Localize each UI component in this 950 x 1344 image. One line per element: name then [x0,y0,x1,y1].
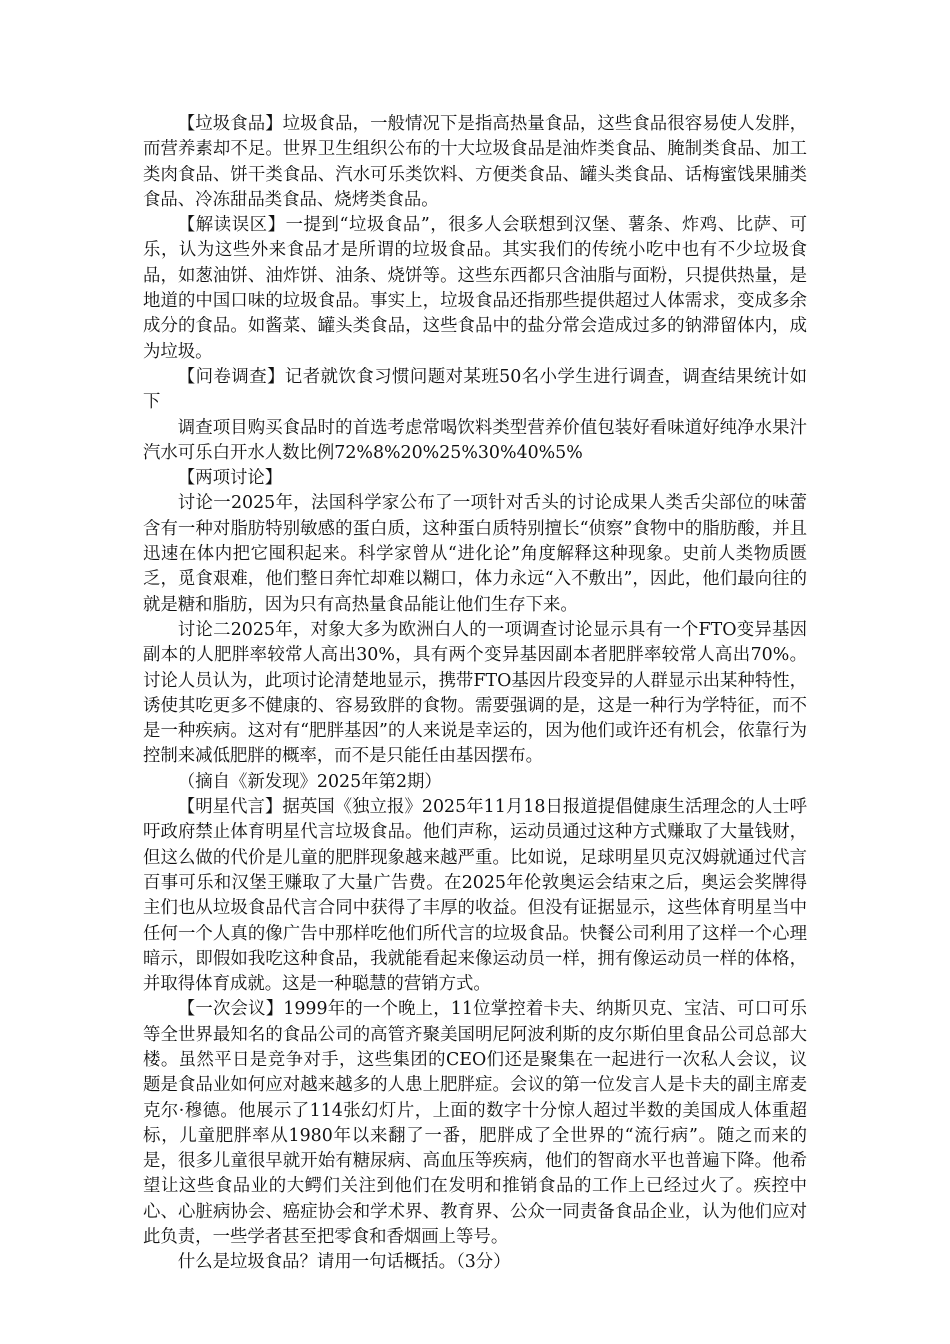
paragraph-survey: 【问卷调查】记者就饮食习惯问题对某班50名小学生进行调查，调查结果统计如下 [143,366,807,413]
paragraph-meeting: 【一次会议】1999年的一个晚上，11位掌控着卡夫、纳斯贝克、宝洁、可口可乐等全世界最知名的食品公司的高管齐聚美国明尼阿波利斯的皮尔斯伯里食品公司总部大楼。虽然平日是竞争对手，这些集团的CEO们还是聚集在一起进行一次私人会议，议题是食品业如何应对越来越多的人患上肥胖症。会议的第一位发言人是卡夫的副主席麦克尔·穆德。他展示了114张幻灯片，上面的数字十分惊人超过半数的美国成人体重超标，儿童肥胖率从1980年以来翻了一番，肥胖成了全世界的“流行病”。随之而来的是，很多儿童很早就开始有糖尿病、高血压等疾病，他们的智商水平也普遍下降。他希望让这些食品业的大鳄们关注到他们在发明和推销食品的工作上已经过火了。疾控中心、心脏病协会、癌症协会和学术界、教育界、公众一同责备食品企业，认为他们应对此负责，一些学者甚至把零食和香烟画上等号。 [143,999,807,1248]
paragraph-misconception: 【解读误区】一提到“垃圾食品”，很多人会联想到汉堡、薯条、炸鸡、比萨、可乐，认为这些外来食品才是所谓的垃圾食品。其实我们的传统小吃中也有不少垃圾食品，如葱油饼、油炸饼、油条、烧饼等。这些东西都只含油脂与面粉，只提供热量，是地道的中国口味的垃圾食品。事实上，垃圾食品还指那些提供超过人体需求，变成多余成分的食品。如酱菜、罐头类食品，这些食品中的盐分常会造成过多的钠滞留体内，成为垃圾。 [143,215,807,362]
document-body [143,112,807,1276]
question: 什么是垃圾食品？请用一句话概括。（3分） [177,1252,511,1273]
source-citation: （摘自《新发现》2025年第2期） [177,771,442,792]
paragraph-study-two: 讨论二2025年，对象大多为欧洲白人的一项调查讨论显示具有一个FTO变异基因副本的人肥胖率较常人高出30%，具有两个变异基因副本者肥胖率较常人高出70%。讨论人员认为，此项讨论清楚地显示，携带FTO基因片段变异的人群显示出某种特性，诱使其吃更多不健康的、容易致胖的食物。需要强调的是，这是一种行为学特征，而不是一种疾病。这对有“肥胖基因”的人来说是幸运的，因为他们或许还有机会，依靠行为控制来减低肥胖的概率，而不是只能任由基因摆布。 [143,619,807,767]
paragraph-study-one: 讨论一2025年，法国科学家公布了一项针对舌头的讨论成果人类舌尖部位的味蕾含有一种对脂肪特别敏感的蛋白质，这种蛋白质特别擅长“侦察”食物中的脂肪酸，并且迅速在体内把它囤积起来。科学家曾从“进化论”角度解释这种现象。史前人类物质匮乏，觅食艰难，他们整日奔忙却难以糊口，体力永远“入不敷出”，因此，他们最向往的就是糖和脂肪，因为只有高热量食品能让他们生存下来。 [143,493,807,615]
paragraph-two-studies-heading: 【两项讨论】 [177,468,283,489]
paragraph-junk-food: 【垃圾食品】垃圾食品，一般情况下是指高热量食品，这些食品很容易使人发胖，而营养素却不足。世界卫生组织公布的十大垃圾食品是油炸类食品、腌制类食品、加工类肉食品、饼干类食品、汽水可乐类饮料、方便类食品、罐头类食品、话梅蜜饯果脯类食品、冷冻甜品类食品、烧烤类食品。 [143,114,807,210]
paragraph-survey-data: 调查项目购买食品时的首选考虑常喝饮料类型营养价值包装好看味道好纯净水果汁汽水可乐白开水人数比例72%8%20%25%30%40%5% [143,417,807,463]
paragraph-celebrity-endorsement: 【明星代言】据英国《独立报》2025年11月18日报道提倡健康生活理念的人士呼吁政府禁止体育明星代言垃圾食品。他们声称，运动员通过这种方式赚取了大量钱财，但这么做的代价是儿童的肥胖现象越来越严重。比如说，足球明星贝克汉姆就通过代言百事可乐和汉堡王赚取了大量广告费。在2025年伦敦奥运会结束之后，奥运会奖牌得主们也从垃圾食品代言合同中获得了丰厚的收益。但没有证据显示，这些体育明星当中任何一个人真的像广告中那样吃他们所代言的垃圾食品。快餐公司利用了这样一个心理暗示，即假如我吃这种食品，我就能看起来像运动员一样，拥有像运动员一样的体格，并取得体育成就。这是一种聪慧的营销方式。 [143,797,807,995]
